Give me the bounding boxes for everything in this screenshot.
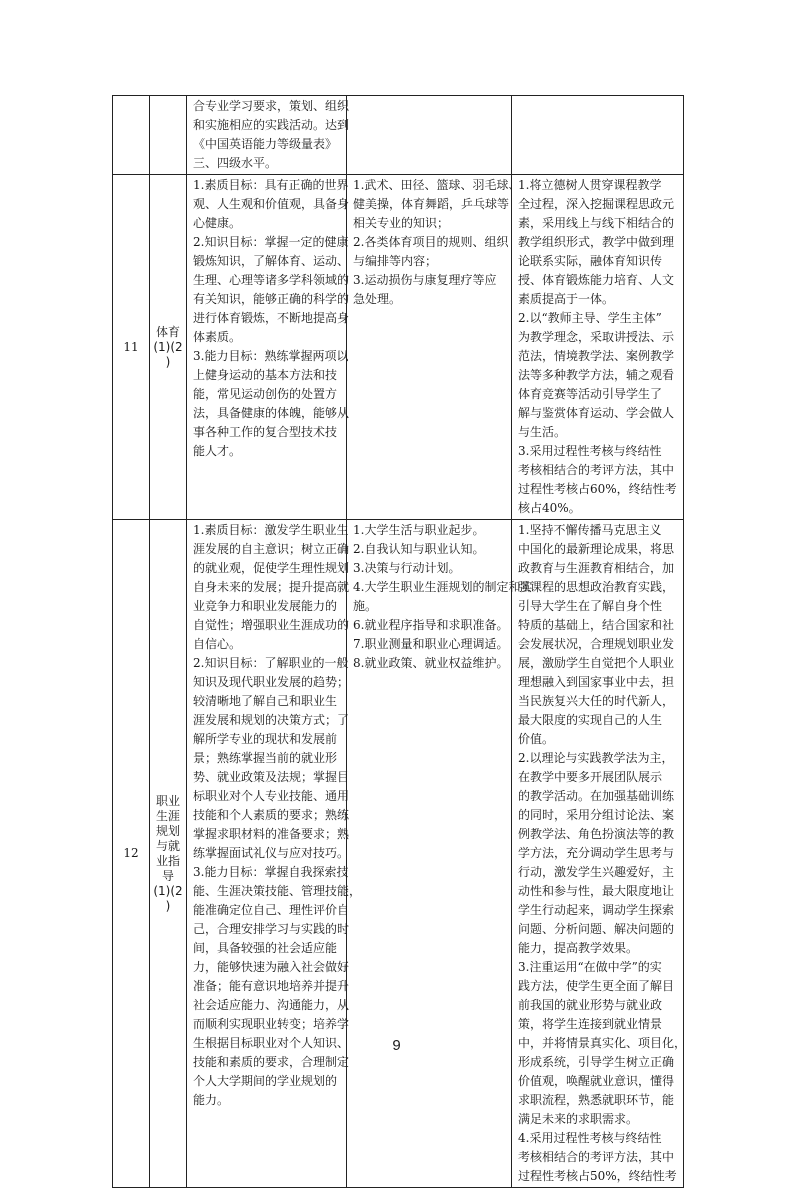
method-line: 授、体育锻炼能力培育、人文 <box>518 273 675 287</box>
course-name-line: ) <box>165 898 171 913</box>
goal-line: 3.能力目标：掌握自我探索技 <box>193 865 349 879</box>
goal-line: 生根据目标职业对个人知识、 <box>193 1036 350 1050</box>
goal-line: 涯发展和规划的决策方式；了 <box>193 713 350 727</box>
goal-line: 间，具备较强的社会适应能 <box>193 941 338 955</box>
goal-line: 锻炼知识，了解体育、运动、 <box>193 254 350 268</box>
method-line: 全过程，深入挖掘课程思政元 <box>518 197 675 211</box>
method-line: 特质的基础上，结合国家和社 <box>518 618 675 632</box>
content-line: 8.就业政策、就业权益维护。 <box>353 656 509 670</box>
course-name-cell <box>150 175 187 520</box>
page-number: 9 <box>392 1037 401 1054</box>
course-name-line: (1)(2 <box>153 339 183 354</box>
goal-line: 1.素质目标：具有正确的世界 <box>193 178 349 192</box>
goal-line: 的就业观，促使学生理性规划 <box>193 561 350 575</box>
method-line: 问题、分析问题、解决问题的 <box>518 922 675 936</box>
method-line: 强课程的思想政治教育实践， <box>518 580 675 594</box>
method-line: 与生活。 <box>518 425 567 439</box>
method-line: 例教学法、角色扮演法等的教 <box>518 827 675 841</box>
course-number-cell: 12 <box>113 520 150 1188</box>
method-line: 价值。 <box>518 732 555 746</box>
goal-line: 解所学专业的现状和发展前 <box>193 732 338 746</box>
goal-line: 能准确定位自己、理性评价自 <box>193 903 350 917</box>
table-row <box>113 96 684 175</box>
course-name-line: (1)(2 <box>153 883 183 898</box>
content-line: 7.职业测量和职业心理调适。 <box>353 637 509 651</box>
method-line: 在教学中要多开展团队展示 <box>518 770 663 784</box>
table-row <box>113 520 684 1188</box>
content-line: 6.就业程序指导和求职准备。 <box>353 618 509 632</box>
method-line: 能力，提高教学效果。 <box>518 941 639 955</box>
method-line: 3.注重运用“在做中学”的实 <box>518 960 662 974</box>
goal-line: 业竞争力和职业发展能力的 <box>193 599 338 613</box>
method-line: 核占40%。 <box>518 501 581 515</box>
method-line: 素，采用线上与线下相结合的 <box>518 216 675 230</box>
method-line: 形成系统，引导学生树立正确 <box>518 1055 675 1069</box>
goal-line: 个人大学期间的学业规划的 <box>193 1074 338 1088</box>
method-line: 解与鉴赏体育运动、学会做人 <box>518 406 675 420</box>
method-line: 行动，激发学生兴趣爱好，主 <box>518 865 675 879</box>
goal-line: 技能和素质的要求，合理制定 <box>193 1055 350 1069</box>
course-name-line: 体育 <box>155 324 180 339</box>
goal-line: 涯发展的自主意识；树立正确 <box>193 542 350 556</box>
goal-line: 自信心。 <box>193 637 242 651</box>
goal-line: 2.知识目标：掌握一定的健康 <box>193 235 349 249</box>
course-name-line: 职业 <box>155 793 180 808</box>
goal-line: 较清晰地了解自己和职业生 <box>193 694 338 708</box>
goal-line: 技能和个人素质的要求；熟练 <box>193 808 350 822</box>
course-number-cell: 11 <box>113 175 150 520</box>
goal-line: 进行体育锻炼，不断地提高身 <box>193 311 350 325</box>
method-line: 中国化的最新理论成果，将思 <box>518 542 675 556</box>
goal-line: 景；熟练掌握当前的就业形 <box>193 751 338 765</box>
teaching-method-cell <box>512 520 687 1188</box>
method-line: 政教育与生涯教育相结合，加 <box>518 561 675 575</box>
method-line: 中，并将情景真实化、项目化， <box>518 1036 687 1050</box>
method-line: 素质提高于一体。 <box>518 292 615 306</box>
course-name-cell <box>150 96 187 175</box>
method-line: 体育竞赛等活动引导学生了 <box>518 387 663 401</box>
goal-line: 力，能够快速为融入社会做好 <box>193 960 350 974</box>
goal-line: 能力。 <box>193 1093 230 1107</box>
content-line: 1.大学生活与职业起步。 <box>353 523 485 537</box>
method-line: 1.坚持不懈传播马克思主义 <box>518 523 662 537</box>
method-line: 的教学活动。在加强基础训练 <box>518 789 675 803</box>
goal-line: 上健身运动的基本方法和技 <box>193 368 338 382</box>
teaching-method-cell <box>512 175 684 520</box>
method-line: 前我国的就业形势与就业政 <box>518 998 663 1012</box>
goal-line: 法，具备健康的体魄，能够从 <box>193 406 350 420</box>
method-line: 4.采用过程性考核与终结性 <box>518 1131 662 1145</box>
content-line: 与编排等内容； <box>353 254 438 268</box>
course-name-line: 业指 <box>155 853 180 868</box>
goal-line: 练掌握面试礼仪与应对技巧。 <box>193 846 350 860</box>
goal-line: 势、就业政策及法规；掌握目 <box>193 770 350 784</box>
content-line: 施。 <box>353 599 378 613</box>
course-name-line: ) <box>165 354 171 369</box>
goal-line: 社会适应能力、沟通能力，从 <box>193 998 350 1012</box>
course-goal-cell <box>187 96 350 175</box>
method-line: 价值观，唤醒就业意识，懂得 <box>518 1074 675 1088</box>
method-line: 1.将立德树人贯穿课程教学 <box>518 178 662 192</box>
method-line: 法等多种教学方法，辅之观看 <box>518 368 675 382</box>
method-line: 理想融入到国家事业中去，担 <box>518 675 675 689</box>
method-line: 范法，情境教学法、案例教学 <box>518 349 675 363</box>
content-line: 急处理。 <box>353 292 402 306</box>
method-line: 会发展状况，合理规划职业发 <box>518 637 675 651</box>
course-name-line: 与就 <box>155 838 180 853</box>
goal-line: 掌握求职材料的准备要求；熟 <box>193 827 350 841</box>
method-line: 的同时，采用分组讨论法、案 <box>518 808 675 822</box>
content-line: 2.自我认知与职业认知。 <box>353 542 485 556</box>
goal-line: 自身未来的发展；提升提高就 <box>193 580 350 594</box>
method-line: 2.以理论与实践教学法为主， <box>518 751 674 765</box>
method-line: 过程性考核占50%，终结性考 <box>518 1169 677 1183</box>
method-line: 满足未来的求职需求。 <box>518 1112 639 1126</box>
course-name-line: 生涯 <box>155 808 180 823</box>
method-line: 展，激励学生自觉把个人职业 <box>518 656 675 670</box>
method-line: 考核相结合的考评方法，其中 <box>518 463 675 477</box>
course-table <box>112 95 687 1188</box>
goal-line: 1.素质目标：激发学生职业生 <box>193 523 349 537</box>
course-name-cell <box>150 520 187 1188</box>
method-line: 引导大学生在了解自身个性 <box>518 599 663 613</box>
method-line: 策，将学生连接到就业情景 <box>518 1017 663 1031</box>
goal-line: 事各种工作的复合型技术技 <box>193 425 338 439</box>
method-line: 2.以“教师主导、学生主体” <box>518 311 662 325</box>
goal-line: 能，常见运动创伤的处置方 <box>193 387 338 401</box>
course-content-cell <box>347 175 521 520</box>
method-line: 当民族复兴大任的时代新人， <box>518 694 675 708</box>
teaching-method-cell <box>512 96 684 175</box>
content-line: 1.武术、田径、篮球、羽毛球、 <box>353 178 521 192</box>
method-line: 为教学理念，采取讲授法、示 <box>518 330 675 344</box>
goal-line: 3.能力目标：熟练掌握两项以 <box>193 349 349 363</box>
goal-line: 能、生涯决策技能、管理技能， <box>193 884 362 898</box>
goal-line: 生理、心理等诸多学科领域的 <box>193 273 350 287</box>
goal-line: 2.知识目标：了解职业的一般 <box>193 656 349 670</box>
goal-line: 体素质。 <box>193 330 242 344</box>
method-line: 践方法，使学生更全面了解目 <box>518 979 675 993</box>
goal-line: 三、四级水平。 <box>193 156 278 170</box>
course-name-line: 规划 <box>155 823 180 838</box>
method-line: 求职流程，熟悉就职环节，能 <box>518 1093 675 1107</box>
method-line: 过程性考核占60%，终结性考 <box>518 482 677 496</box>
method-line: 考核相结合的考评方法，其中 <box>518 1150 675 1164</box>
course-name-line: 导 <box>161 868 174 883</box>
method-line: 教学组织形式，教学中做到理 <box>518 235 675 249</box>
method-line: 动性和参与性，最大限度地让 <box>518 884 675 898</box>
table-body <box>113 96 687 1188</box>
course-goal-cell <box>187 520 362 1188</box>
content-line: 4.大学生职业生涯规划的制定和实 <box>353 580 533 594</box>
content-line: 3.决策与行动计划。 <box>353 561 461 575</box>
method-line: 最大限度的实现自己的人生 <box>518 713 663 727</box>
goal-line: 心健康。 <box>193 216 242 230</box>
method-line: 3.采用过程性考核与终结性 <box>518 444 662 458</box>
course-content-cell <box>347 520 533 1188</box>
method-line: 论联系实际，融体育知识传 <box>518 254 663 268</box>
goal-line: 准备；能有意识地培养并提升 <box>193 979 350 993</box>
goal-line: 有关知识，能够正确的科学的 <box>193 292 350 306</box>
content-line: 2.各类体育项目的规则、组织 <box>353 235 509 249</box>
course-goal-cell <box>187 175 350 520</box>
goal-line: 标职业对个人专业技能、通用 <box>193 789 350 803</box>
table-row <box>113 175 684 520</box>
course-content-cell <box>347 96 512 175</box>
goal-line: 《中国英语能力等级量表》 <box>193 137 338 151</box>
method-line: 学生行动起来，调动学生探索 <box>518 903 675 917</box>
goal-line: 而顺利实现职业转变；培养学 <box>193 1017 350 1031</box>
course-number-cell <box>113 96 150 175</box>
method-line: 学方法，充分调动学生思考与 <box>518 846 675 860</box>
content-line: 相关专业的知识； <box>353 216 450 230</box>
goal-line: 知识及现代职业发展的趋势； <box>193 675 350 689</box>
goal-line: 能人才。 <box>193 444 242 458</box>
goal-line: 合专业学习要求，策划、组织 <box>193 99 350 113</box>
goal-line: 观、人生观和价值观，具备身 <box>193 197 350 211</box>
content-line: 3.运动损伤与康复理疗等应 <box>353 273 497 287</box>
content-line: 健美操，体育舞蹈，乒乓球等 <box>353 197 510 211</box>
goal-line: 和实施相应的实践活动。达到 <box>193 118 350 132</box>
goal-line: 己，合理安排学习与实践的时 <box>193 922 350 936</box>
goal-line: 自觉性；增强职业生涯成功的 <box>193 618 350 632</box>
